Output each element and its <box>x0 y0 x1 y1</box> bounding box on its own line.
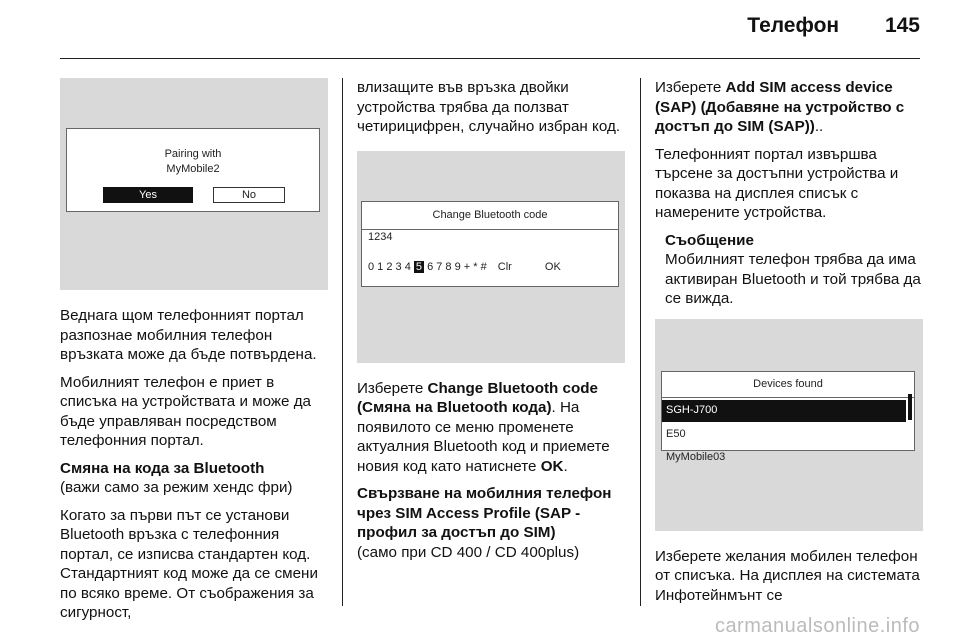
page-header <box>747 14 920 38</box>
column-separator <box>640 78 641 606</box>
paragraph: Веднага щом телефонният портал разпознае мобилния телефон връзката може да бъде потвърдена. <box>60 307 317 363</box>
paragraph: Изберете желания мобилен телефон от списъка. На дисплея на системата Инфотейнмънт се <box>655 547 920 604</box>
paragraph: Телефонният портал извършва търсене за достъпни устройства и показва на дисплея списък с намерените устройства. <box>655 145 899 221</box>
section-heading: Смяна на кода за Bluetooth <box>60 459 265 477</box>
code-dialog <box>361 201 619 287</box>
keypad-keys[interactable]: 0 1 2 3 4 <box>368 260 411 273</box>
pairing-line2: MyMobile2 <box>166 163 220 175</box>
pairing-dialog <box>66 128 320 212</box>
note-text: Мобилният телефон трябва да има активиран Bluetooth и той трябва да се вижда. <box>665 251 921 307</box>
watermark: carmanualsonline.info <box>714 615 920 637</box>
header-rule <box>60 58 920 59</box>
paragraph: Изберете Change Bluetooth code (Смяна на Bluetooth кода). На появилото се меню променете актуалния Bluetooth код и приемете новия код като натиснете OK. <box>357 379 610 475</box>
devices-screenshot <box>655 319 923 531</box>
keypad <box>368 258 561 278</box>
section-heading: Свързване на мобилния телефон чрез SIM Access Profile (SAP - профил за достъп до SIM) <box>357 485 612 541</box>
paragraph: Изберете Add SIM access device (SAP) (Добавяне на устройство с достъп до SIM (SAP)).. <box>655 79 905 135</box>
keypad-selected-key[interactable]: 5 <box>415 260 423 273</box>
column-separator <box>342 78 343 606</box>
header-title: Телефон <box>747 14 840 37</box>
note-heading: Съобщение <box>665 231 754 249</box>
devices-title: Devices found <box>753 377 823 390</box>
page-number: 145 <box>884 14 920 37</box>
note <box>665 231 923 309</box>
clear-key[interactable]: Clr <box>497 260 512 273</box>
column-3 <box>655 78 923 613</box>
device-item[interactable]: MyMobile03 <box>666 451 726 463</box>
ok-key[interactable]: OK <box>544 260 561 273</box>
section-subtitle: (само при CD 400 / CD 400plus) <box>357 543 580 561</box>
device-item[interactable]: SGH-J700 <box>662 400 906 422</box>
paragraph: влизащите във връзка двойки устройства трябва да ползват четирицифрен, случайно избран код. <box>357 79 621 135</box>
no-button[interactable]: No <box>213 187 285 203</box>
yes-button[interactable]: Yes <box>103 187 193 203</box>
section-subtitle: (важи само за режим хендс фри) <box>60 479 293 496</box>
devices-dialog <box>661 371 915 463</box>
scrollbar[interactable] <box>908 394 912 420</box>
pairing-line1: Pairing with <box>164 148 222 160</box>
code-field[interactable]: 1234 <box>368 230 393 243</box>
code-dialog-title: Change Bluetooth code <box>432 208 548 221</box>
paragraph: Мобилният телефон е приет в списъка на устройствата и може да бъде управляван посредством телефонния портал. <box>60 373 312 449</box>
paragraph: Когато за първи път се установи Bluetooth връзка с телефонния портал, се изписва стандартен код. Стандартният код може да се смени по всяко време. От съображения за сигурност, <box>60 506 318 621</box>
bluetooth-code-screenshot <box>357 151 625 363</box>
column-2 <box>357 78 625 570</box>
column-1 <box>60 78 328 631</box>
pairing-screenshot <box>60 78 328 290</box>
keypad-keys[interactable]: 6 7 8 9 + * # <box>427 260 487 273</box>
device-item[interactable]: E50 <box>666 427 686 440</box>
